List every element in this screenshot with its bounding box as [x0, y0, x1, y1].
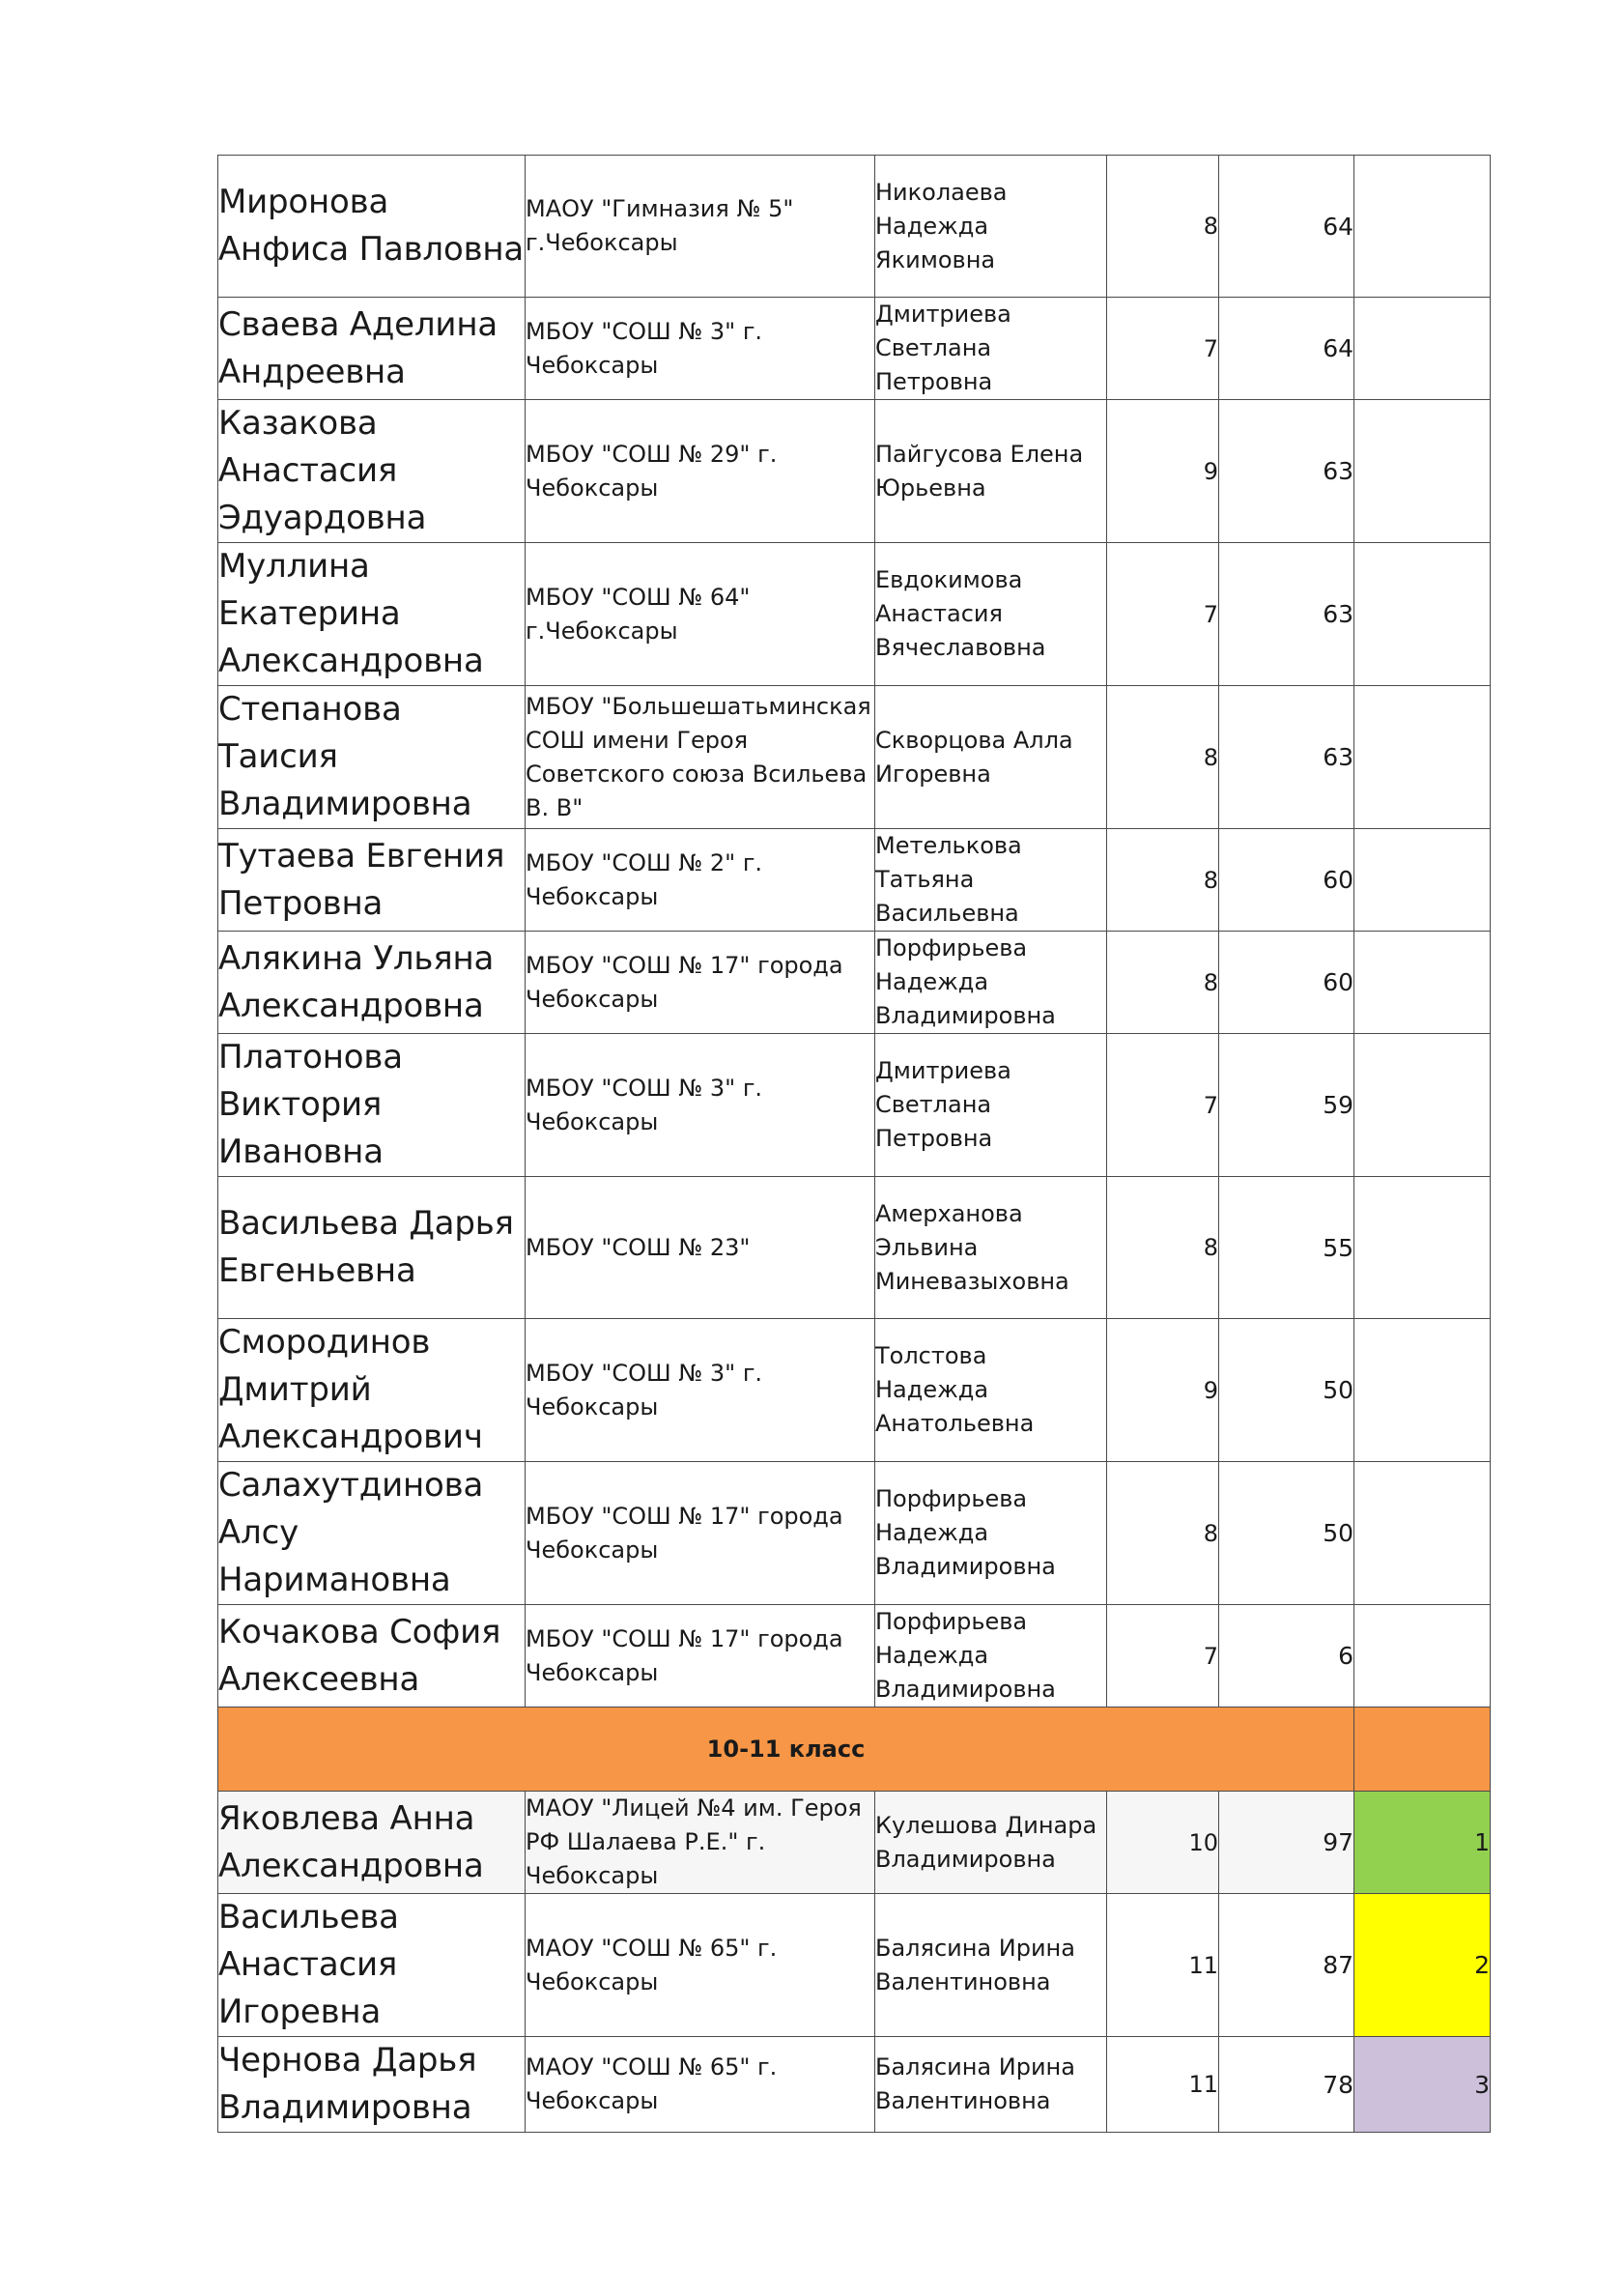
place-value [1354, 829, 1491, 932]
school-name: МБОУ "СОШ № 23" [526, 1177, 875, 1319]
participant-name: Казакова Анастасия Эдуардовна [218, 400, 526, 543]
place-value [1354, 1034, 1491, 1177]
table-row [218, 1792, 1491, 1894]
school-name: МБОУ "СОШ № 2" г. Чебоксары [526, 829, 875, 932]
place-value [1354, 400, 1491, 543]
score-value: 60 [1219, 829, 1354, 932]
score-value: 50 [1219, 1462, 1354, 1605]
grade-value: 8 [1107, 829, 1219, 932]
table-row [218, 1894, 1491, 2037]
section-header-row [218, 1708, 1491, 1792]
grade-value: 9 [1107, 400, 1219, 543]
place-value [1354, 1177, 1491, 1319]
teacher-name: Евдокимова Анастасия Вячеславовна [875, 543, 1107, 686]
section-place-cell [1354, 1708, 1491, 1792]
table-row [218, 1177, 1491, 1319]
score-value: 63 [1219, 686, 1354, 829]
grade-value: 7 [1107, 1605, 1219, 1708]
score-value: 87 [1219, 1894, 1354, 2037]
participant-name: Кочакова София Алексеевна [218, 1605, 526, 1708]
grade-value: 8 [1107, 1462, 1219, 1605]
score-value: 64 [1219, 298, 1354, 400]
teacher-name: Порфирьева Надежда Владимировна [875, 932, 1107, 1034]
grade-value: 8 [1107, 932, 1219, 1034]
school-name: МБОУ "СОШ № 17" города Чебоксары [526, 1462, 875, 1605]
school-name: МБОУ "СОШ № 3" г. Чебоксары [526, 1034, 875, 1177]
score-value: 78 [1219, 2037, 1354, 2133]
score-value: 55 [1219, 1177, 1354, 1319]
score-value: 97 [1219, 1792, 1354, 1894]
school-name: МБОУ "СОШ № 17" города Чебоксары [526, 1605, 875, 1708]
teacher-name: Дмитриева Светлана Петровна [875, 1034, 1107, 1177]
place-value [1354, 686, 1491, 829]
score-value: 63 [1219, 400, 1354, 543]
teacher-name: Толстова Надежда Анатольевна [875, 1319, 1107, 1462]
participant-name: Алякина Ульяна Александровна [218, 932, 526, 1034]
teacher-name: Порфирьева Надежда Владимировна [875, 1605, 1107, 1708]
score-value: 64 [1219, 156, 1354, 298]
teacher-name: Кулешова Динара Владимировна [875, 1792, 1107, 1894]
place-value: 1 [1354, 1792, 1491, 1894]
teacher-name: Порфирьева Надежда Владимировна [875, 1462, 1107, 1605]
school-name: МБОУ "СОШ № 17" города Чебоксары [526, 932, 875, 1034]
participant-name: Миронова Анфиса Павловна [218, 156, 526, 298]
teacher-name: Пайгусова Елена Юрьевна [875, 400, 1107, 543]
school-name: МБОУ "СОШ № 29" г. Чебоксары [526, 400, 875, 543]
teacher-name: Николаева Надежда Якимовна [875, 156, 1107, 298]
school-name: МАОУ "СОШ № 65" г. Чебоксары [526, 1894, 875, 2037]
place-value [1354, 1319, 1491, 1462]
table-row [218, 1462, 1491, 1605]
score-value: 6 [1219, 1605, 1354, 1708]
score-value: 63 [1219, 543, 1354, 686]
place-value [1354, 543, 1491, 686]
participant-name: Васильева Анастасия Игоревна [218, 1894, 526, 2037]
table-row [218, 1605, 1491, 1708]
grade-value: 7 [1107, 1034, 1219, 1177]
place-value [1354, 156, 1491, 298]
teacher-name: Скворцова Алла Игоревна [875, 686, 1107, 829]
score-value: 60 [1219, 932, 1354, 1034]
grade-value: 11 [1107, 2037, 1219, 2133]
grade-value: 8 [1107, 1177, 1219, 1319]
score-value: 59 [1219, 1034, 1354, 1177]
school-name: МБОУ "СОШ № 3" г. Чебоксары [526, 298, 875, 400]
participant-name: Яковлева Анна Александровна [218, 1792, 526, 1894]
table-row [218, 932, 1491, 1034]
school-name: МБОУ "Большешатьминская СОШ имени Героя Советского союза Всильева В. В" [526, 686, 875, 829]
section-title: 10-11 класс [218, 1708, 1354, 1792]
table-row [218, 400, 1491, 543]
grade-value: 10 [1107, 1792, 1219, 1894]
teacher-name: Дмитриева Светлана Петровна [875, 298, 1107, 400]
participant-name: Смородинов Дмитрий Александрович [218, 1319, 526, 1462]
participant-name: Салахутдинова Алсу Наримановна [218, 1462, 526, 1605]
table-row [218, 686, 1491, 829]
results-table [217, 155, 1491, 2133]
place-value: 3 [1354, 2037, 1491, 2133]
school-name: МБОУ "СОШ № 3" г. Чебоксары [526, 1319, 875, 1462]
grade-value: 11 [1107, 1894, 1219, 2037]
school-name: МАОУ "СОШ № 65" г. Чебоксары [526, 2037, 875, 2133]
grade-value: 7 [1107, 543, 1219, 686]
grade-value: 7 [1107, 298, 1219, 400]
table-row [218, 2037, 1491, 2133]
place-value [1354, 1462, 1491, 1605]
table-row [218, 1319, 1491, 1462]
participant-name: Чернова Дарья Владимировна [218, 2037, 526, 2133]
grade-value: 9 [1107, 1319, 1219, 1462]
table-row [218, 1034, 1491, 1177]
table-row [218, 156, 1491, 298]
place-value [1354, 1605, 1491, 1708]
table-row [218, 543, 1491, 686]
table-row [218, 829, 1491, 932]
participant-name: Васильева Дарья Евгеньевна [218, 1177, 526, 1319]
participant-name: Тутаева Евгения Петровна [218, 829, 526, 932]
place-value [1354, 932, 1491, 1034]
school-name: МБОУ "СОШ № 64" г.Чебоксары [526, 543, 875, 686]
grade-value: 8 [1107, 686, 1219, 829]
school-name: МАОУ "Гимназия № 5" г.Чебоксары [526, 156, 875, 298]
place-value: 2 [1354, 1894, 1491, 2037]
place-value [1354, 298, 1491, 400]
grade-value: 8 [1107, 156, 1219, 298]
participant-name: Степанова Таисия Владимировна [218, 686, 526, 829]
teacher-name: Амерханова Эльвина Миневазыховна [875, 1177, 1107, 1319]
participant-name: Сваева Аделина Андреевна [218, 298, 526, 400]
teacher-name: Балясина Ирина Валентиновна [875, 1894, 1107, 2037]
participant-name: Платонова Виктория Ивановна [218, 1034, 526, 1177]
teacher-name: Балясина Ирина Валентиновна [875, 2037, 1107, 2133]
participant-name: Муллина Екатерина Александровна [218, 543, 526, 686]
score-value: 50 [1219, 1319, 1354, 1462]
teacher-name: Метелькова Татьяна Васильевна [875, 829, 1107, 932]
school-name: МАОУ "Лицей №4 им. Героя РФ Шалаева Р.Е." г. Чебоксары [526, 1792, 875, 1894]
table-row [218, 298, 1491, 400]
